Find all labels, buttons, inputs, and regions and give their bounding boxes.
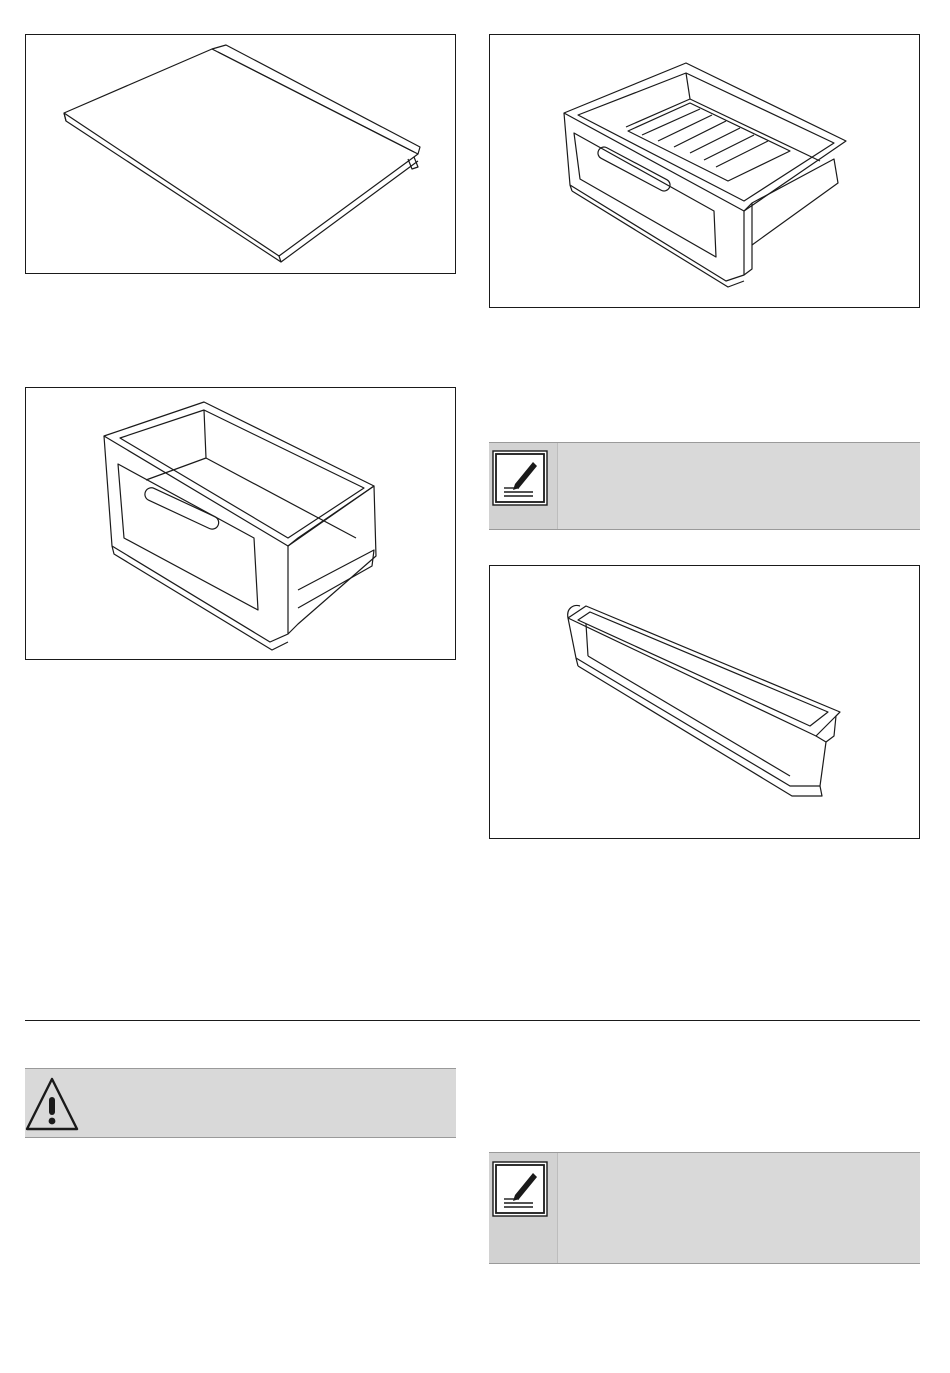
note-pencil-icon — [491, 450, 551, 506]
glass-shelf-figure — [25, 34, 456, 274]
warning-callout — [25, 1068, 456, 1138]
crisper-drawer-figure — [25, 387, 456, 660]
crisper-drawer-illustration-icon — [26, 388, 457, 661]
warning-triangle-icon — [25, 1075, 85, 1135]
note-callout — [489, 442, 920, 530]
glass-shelf-illustration-icon — [26, 35, 457, 275]
note-pencil-icon — [491, 1161, 551, 1217]
freezer-drawer-figure — [489, 34, 920, 308]
section-divider — [25, 1020, 920, 1021]
freezer-drawer-illustration-icon — [490, 35, 921, 309]
door-bin-figure — [489, 565, 920, 839]
note-callout — [489, 1152, 920, 1264]
door-bin-illustration-icon — [490, 566, 921, 840]
